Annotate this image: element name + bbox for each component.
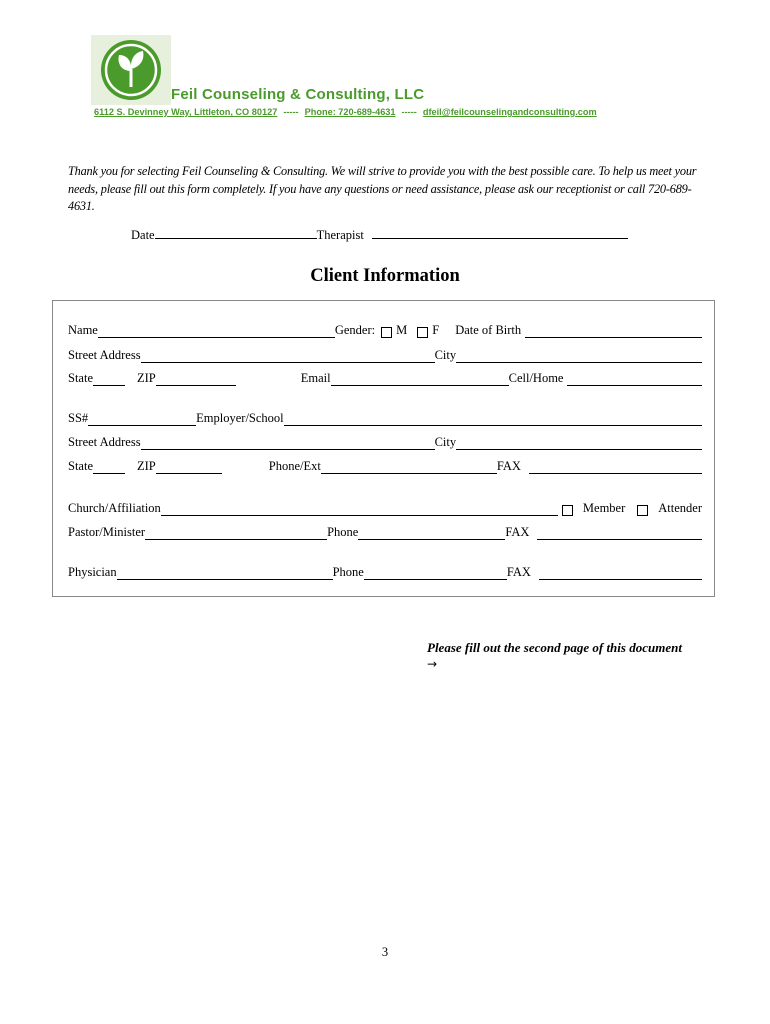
state-field[interactable] — [93, 373, 125, 386]
dob-label: Date of Birth — [455, 323, 522, 337]
employer-zip-label: ZIP — [137, 459, 156, 473]
logo — [91, 35, 171, 105]
street-address-field[interactable] — [141, 350, 435, 363]
physician-phone-field[interactable] — [364, 567, 507, 580]
pastor-phone-field[interactable] — [358, 527, 505, 540]
dob-field[interactable] — [525, 325, 702, 338]
intro-text: Thank you for selecting Feil Counseling & Consulting. We will strive to provide you with the best possible care. To help us meet your needs, please fill out this form completely. If you have any questions or need assistance, please ask our receptionist or call 720-689-4631. — [68, 164, 697, 213]
physician-fax-label: FAX — [506, 565, 531, 579]
church-field[interactable] — [161, 503, 558, 516]
therapist-field[interactable] — [372, 226, 628, 239]
employer-label: Employer/School — [196, 411, 284, 425]
zip-field[interactable] — [156, 373, 236, 386]
separator: ----- — [401, 107, 417, 117]
physician-phone-label: Phone — [332, 565, 364, 579]
cell-home-label: Cell/Home — [508, 371, 564, 385]
state-label: State — [68, 371, 93, 385]
church-row — [68, 500, 702, 516]
employer-state-label: State — [68, 459, 93, 473]
phone-ext-field[interactable] — [321, 461, 497, 474]
physician-field[interactable] — [117, 567, 333, 580]
email-field[interactable] — [331, 373, 509, 386]
physician-row — [68, 564, 702, 580]
section-title: Client Information — [310, 266, 460, 286]
page-number: 3 — [381, 945, 389, 959]
pastor-fax-field[interactable] — [537, 527, 702, 540]
employer-city-field[interactable] — [456, 437, 702, 450]
arrow-right-icon: → — [427, 657, 438, 671]
attender-checkbox[interactable] — [637, 505, 648, 516]
zip-label: ZIP — [137, 371, 156, 385]
member-label: Member — [582, 501, 626, 515]
employer-zip-field[interactable] — [156, 461, 222, 474]
city-label: City — [434, 348, 457, 362]
ss-field[interactable] — [88, 413, 196, 426]
employer-street-field[interactable] — [141, 437, 435, 450]
employer-city-label: City — [434, 435, 457, 449]
pastor-label: Pastor/Minister — [68, 525, 146, 539]
org-email: dfeil@feilcounselingandconsulting.com — [422, 107, 597, 117]
org-phone: Phone: 720-689-4631 — [304, 107, 396, 117]
date-field[interactable] — [155, 226, 317, 239]
org-address: 6112 S. Devinney Way, Littleton, CO 80127 — [94, 107, 278, 117]
gender-female-label: F — [432, 323, 440, 337]
state-zip-email-row — [68, 370, 702, 386]
employer-street-row — [68, 434, 702, 450]
member-checkbox[interactable] — [562, 505, 573, 516]
email-label: Email — [300, 371, 331, 385]
org-name: Feil Counseling & Consulting, LLC — [171, 86, 425, 103]
fax-label: FAX — [496, 459, 521, 473]
name-field[interactable] — [98, 325, 335, 338]
pastor-fax-label: FAX — [505, 525, 530, 539]
employer-state-field[interactable] — [93, 461, 125, 474]
physician-fax-field[interactable] — [539, 567, 702, 580]
street-address-label: Street Address — [68, 348, 141, 362]
name-label: Name — [68, 323, 98, 337]
employer-field[interactable] — [284, 413, 702, 426]
employer-street-label: Street Address — [68, 435, 141, 449]
org-contact-line — [94, 107, 597, 117]
date-therapist-row — [131, 226, 628, 243]
attender-label: Attender — [658, 501, 702, 515]
second-page-note-text: Please fill out the second page of this document — [427, 640, 682, 655]
ss-label: SS# — [68, 411, 89, 425]
employer-state-row — [68, 458, 702, 474]
gender-male-checkbox[interactable] — [381, 327, 392, 338]
pastor-phone-label: Phone — [327, 525, 359, 539]
sprout-leaf-icon — [91, 35, 171, 105]
separator: ----- — [283, 107, 299, 117]
phone-ext-label: Phone/Ext — [268, 459, 321, 473]
date-label: Date — [131, 228, 155, 242]
ss-employer-row — [68, 410, 702, 426]
fax-field[interactable] — [529, 461, 702, 474]
gender-female-checkbox[interactable] — [417, 327, 428, 338]
name-row — [68, 322, 702, 338]
second-page-note — [427, 639, 737, 673]
pastor-row — [68, 524, 702, 540]
gender-label: Gender: — [334, 323, 376, 337]
gender-male-label: M — [396, 323, 408, 337]
cell-home-field[interactable] — [567, 373, 702, 386]
therapist-label: Therapist — [316, 228, 364, 242]
street-address-row — [68, 347, 702, 363]
city-field[interactable] — [456, 350, 702, 363]
church-label: Church/Affiliation — [68, 501, 161, 515]
pastor-field[interactable] — [145, 527, 327, 540]
physician-label: Physician — [68, 565, 117, 579]
